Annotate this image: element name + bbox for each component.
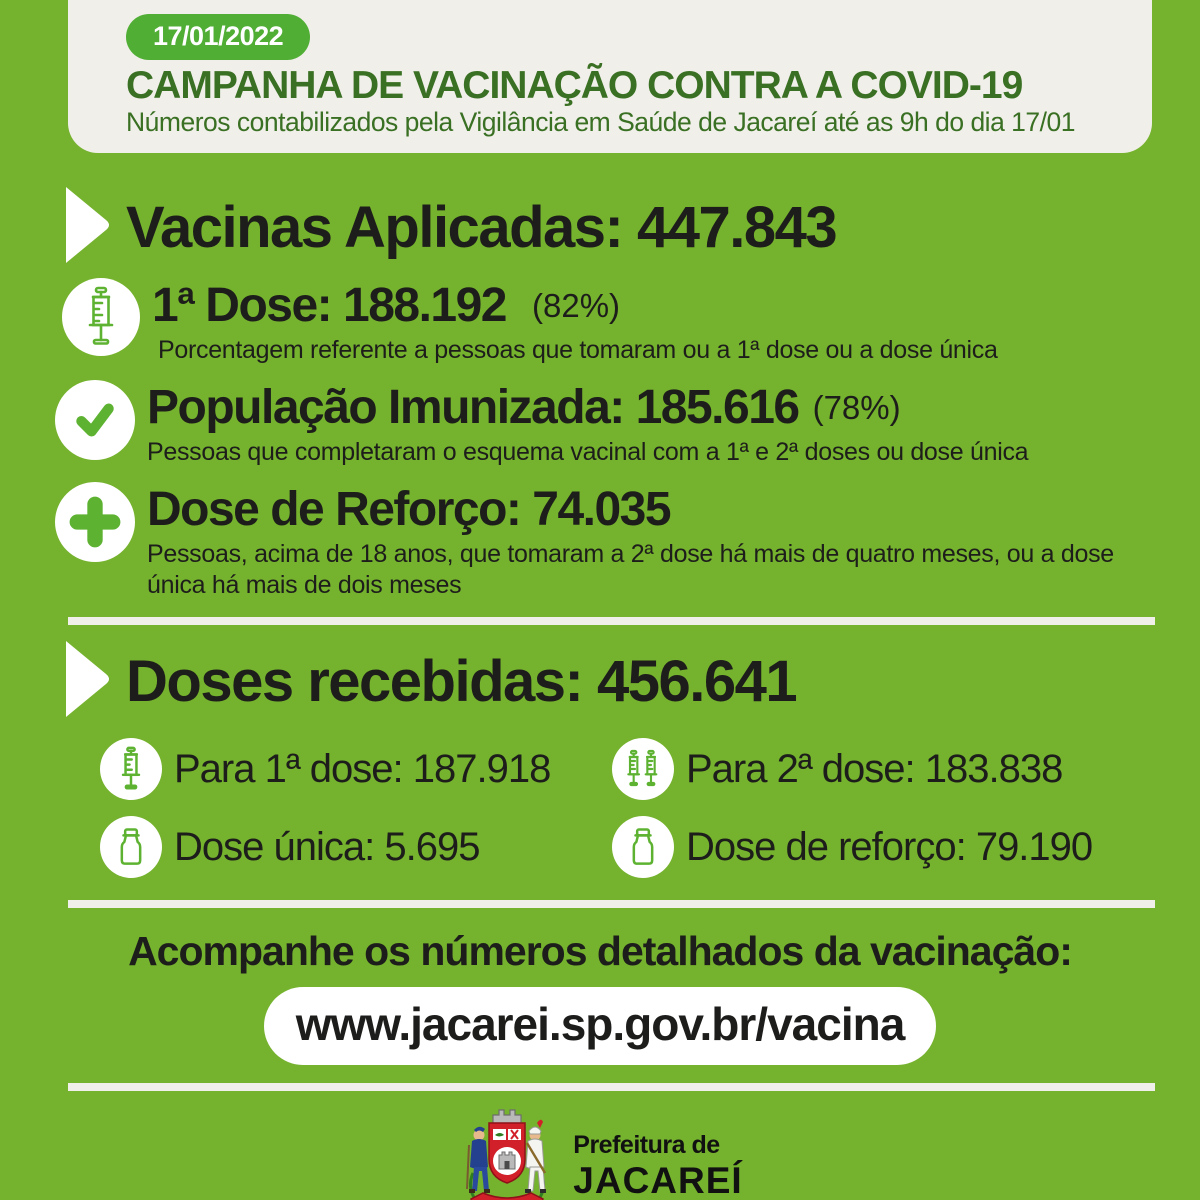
first-dose-headline — [152, 278, 998, 334]
applied-item-booster — [55, 482, 1200, 601]
arrow-right-icon — [66, 641, 112, 722]
immunized-value: População Imunizada: 185.616 — [147, 381, 799, 434]
received-grid — [100, 738, 1200, 878]
booster-headline — [147, 482, 1157, 538]
received-second-dose-label: Para 2ª dose: 183.838 — [686, 746, 1063, 791]
received-section-heading — [66, 641, 1200, 722]
applied-item-first-dose — [62, 278, 1200, 366]
org-prefix: Prefeitura de — [573, 1131, 720, 1159]
arrow-right-icon — [66, 187, 112, 268]
org-city: JACAREÍ — [573, 1160, 743, 1200]
vaccine-url-link[interactable]: www.jacarei.sp.gov.br/vacina — [264, 987, 936, 1065]
footer — [0, 1103, 1200, 1200]
header-panel — [68, 0, 1152, 153]
immunized-headline — [147, 380, 1028, 436]
first-dose-percent: (82%) — [532, 287, 621, 324]
first-dose-value: 1ª Dose: 188.192 — [152, 279, 506, 332]
date-badge: 17/01/2022 — [126, 14, 310, 60]
page-title: CAMPANHA DE VACINAÇÃO CONTRA A COVID-19 — [126, 64, 1023, 107]
received-item-booster — [612, 816, 1200, 878]
received-heading-text: Doses recebidas: 456.641 — [126, 649, 797, 714]
received-single-dose-label: Dose única: 5.695 — [174, 824, 480, 869]
received-item-second-dose — [612, 738, 1200, 800]
immunized-caption: Pessoas que completaram o esquema vacinal com a 1ª e 2ª doses ou dose única — [147, 438, 1029, 466]
received-item-first-dose — [100, 738, 612, 800]
syringe-single-icon — [100, 738, 162, 800]
booster-value: Dose de Reforço: 74.035 — [147, 483, 671, 536]
syringe-icon — [62, 278, 140, 356]
cta-text: Acompanhe os números detalhados da vacinação: — [128, 928, 1072, 974]
received-first-dose-label: Para 1ª dose: 187.918 — [174, 746, 551, 791]
vial-icon — [612, 816, 674, 878]
org-name — [573, 1131, 742, 1200]
vial-icon — [100, 816, 162, 878]
page-subtitle: Números contabilizados pela Vigilância em Saúde de Jacareí até as 9h do dia 17/01 — [126, 107, 1075, 137]
divider — [68, 617, 1155, 625]
plus-icon — [55, 482, 135, 562]
first-dose-caption: Porcentagem referente a pessoas que tomaram ou a 1ª dose ou a dose única — [158, 336, 998, 364]
received-item-single-dose — [100, 816, 612, 878]
divider — [68, 1083, 1155, 1091]
syringe-double-icon — [612, 738, 674, 800]
received-booster-label: Dose de reforço: 79.190 — [686, 824, 1093, 869]
divider — [68, 900, 1155, 908]
check-icon — [55, 380, 135, 460]
applied-item-immunized — [55, 380, 1200, 468]
immunized-percent: (78%) — [812, 389, 901, 426]
applied-heading-text: Vacinas Aplicadas: 447.843 — [126, 195, 837, 260]
jacarei-coat-of-arms-icon — [457, 1103, 557, 1200]
applied-section-heading — [66, 187, 1200, 268]
booster-caption: Pessoas, acima de 18 anos, que tomaram a 2ª dose há mais de quatro meses, ou a dose única há mais de dois meses — [147, 540, 1114, 599]
